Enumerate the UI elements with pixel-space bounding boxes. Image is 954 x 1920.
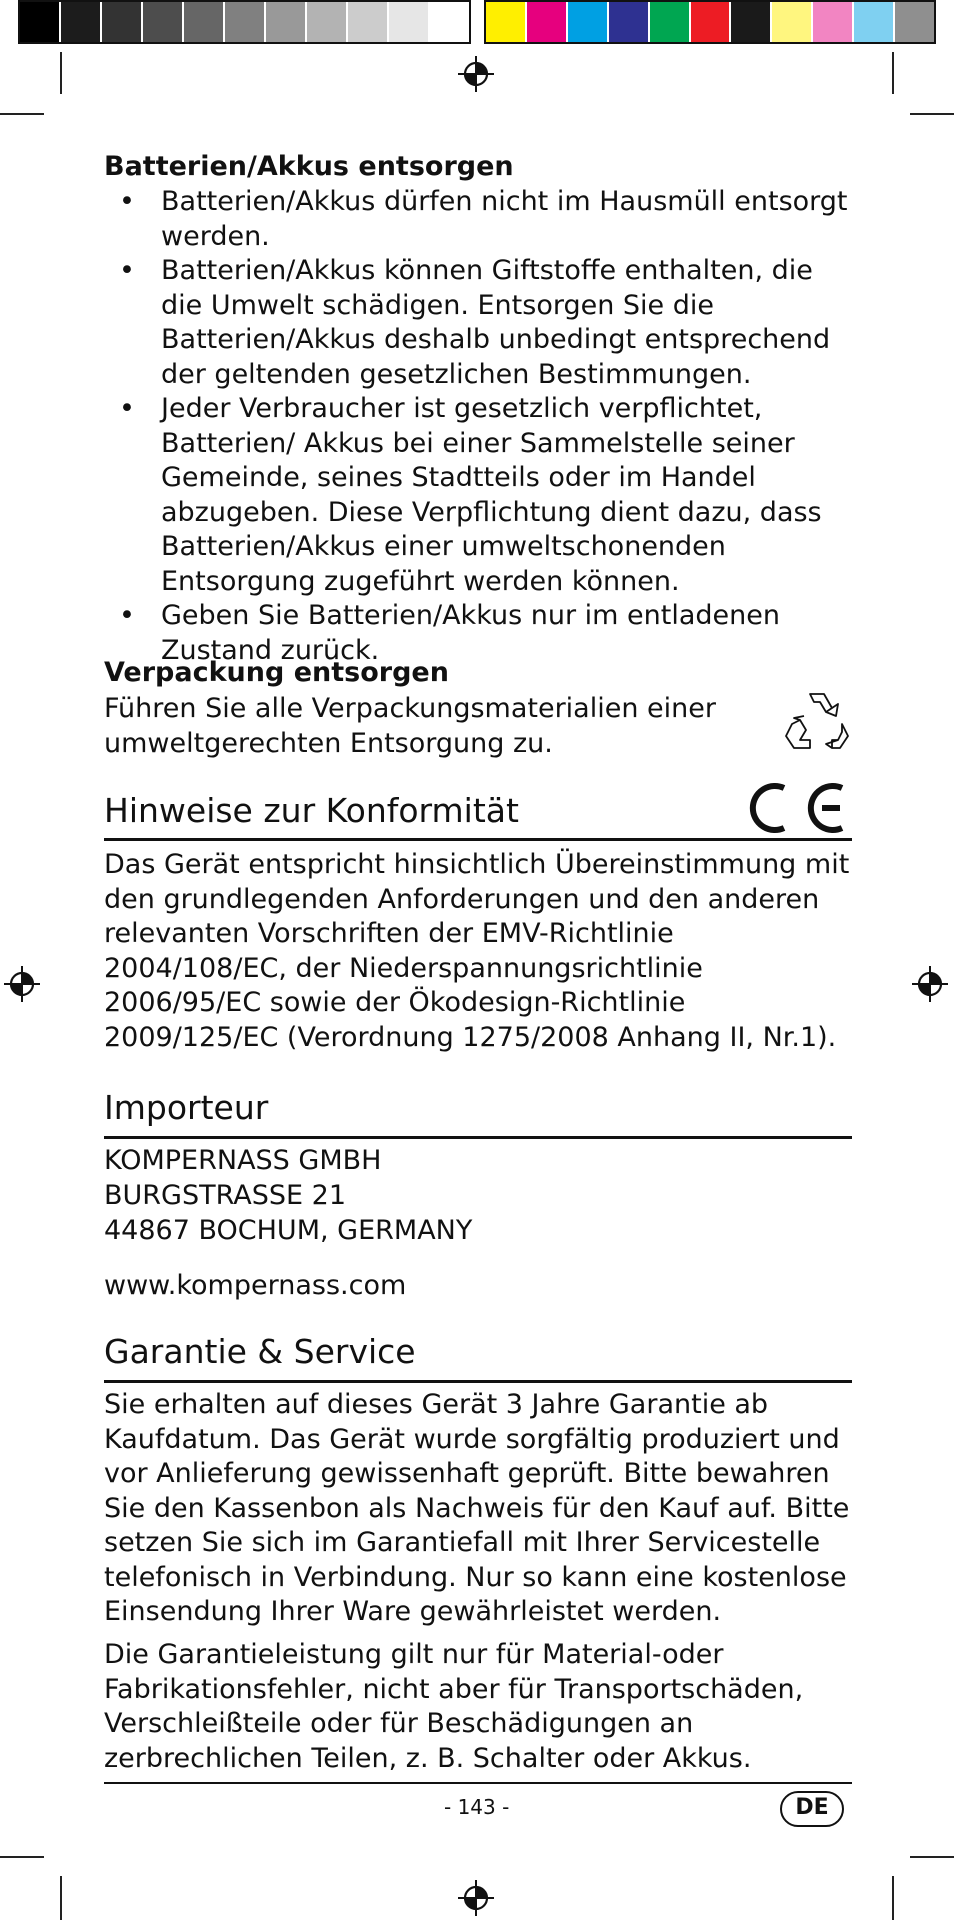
conformity-text: Das Gerät entspricht hinsichtlich Übereinstimmung mit den grundlegenden Anforderungen und den anderen relevanten Vorschriften der EMV-Richtlinie 2004/108/EC, der Niederspannungsrichtlinie 2006/95/EC sowie der Ökodesign-Richtlinie 2009/125/EC (Verordnung 1275/2008 Anhang II, Nr.1).	[104, 849, 850, 1053]
page-number: - 143 -	[444, 1795, 510, 1819]
color-swatch	[691, 2, 732, 42]
list-item: • Geben Sie Batterien/Akkus nur im entladenen Zustand zurück.	[119, 600, 780, 666]
registration-mark-icon	[4, 966, 40, 1002]
crop-mark	[60, 52, 62, 94]
color-swatch	[650, 2, 691, 42]
registration-mark-icon	[458, 56, 494, 92]
section-divider	[104, 1380, 852, 1383]
warranty-paragraph-2: Die Garantieleistung gilt nur für Material-oder Fabrikationsfehler, nicht aber für Transportschäden, Verschleißteile oder für Beschädigungen an zerbrechlichen Teilen, z. B. Schalter oder Akkus.	[104, 1639, 804, 1774]
section-divider	[104, 838, 852, 841]
crop-mark	[892, 1876, 894, 1920]
color-swatch	[307, 2, 348, 42]
color-swatch	[430, 2, 469, 42]
conformity-heading: Hinweise zur Konformität	[104, 791, 519, 830]
list-item: • Jeder Verbraucher ist gesetzlich verpflichtet, Batterien/ Akkus bei einer Sammelstelle seiner Gemeinde, seines Stadtteils oder im Handel abzugeben. Diese Verpflichtung dient dazu, dass Batterien/Akkus einer umweltschonenden Entsorgung zugeführt werden können.	[119, 393, 822, 597]
crop-mark	[910, 1856, 954, 1858]
footer-rule	[104, 1782, 852, 1784]
color-swatch	[568, 2, 609, 42]
registration-mark-icon	[912, 966, 948, 1002]
color-swatch	[20, 2, 61, 42]
importer-company: KOMPERNASS GMBH	[104, 1145, 382, 1176]
section-divider	[104, 1136, 852, 1139]
crop-mark	[892, 52, 894, 94]
warranty-heading: Garantie & Service	[104, 1332, 416, 1371]
importer-heading: Importeur	[104, 1088, 269, 1127]
importer-website: www.kompernass.com	[104, 1270, 407, 1301]
color-swatch	[486, 2, 527, 42]
crop-mark	[910, 113, 954, 115]
importer-street: BURGSTRASSE 21	[104, 1180, 347, 1211]
color-calibration-bar	[484, 0, 936, 44]
packaging-heading: Verpackung entsorgen	[104, 657, 449, 688]
importer-city: 44867 BOCHUM, GERMANY	[104, 1215, 473, 1246]
color-swatch	[61, 2, 102, 42]
warranty-paragraph-1: Sie erhalten auf dieses Gerät 3 Jahre Garantie ab Kaufdatum. Das Gerät wurde sorgfältig produziert und vor Anlieferung gewissenhaft geprüft. Bitte bewahren Sie den Kassenbon als Nachweis für den Kauf auf. Bitte setzen Sie sich im Garantiefall mit Ihrer Servicestelle telefonisch in Verbindung. Nur so kann eine kostenlose Einsendung Ihrer Ware gewährleistet werden.	[104, 1389, 850, 1627]
crop-mark	[60, 1876, 62, 1920]
color-swatch	[266, 2, 307, 42]
crop-mark	[0, 113, 44, 115]
packaging-text: Führen Sie alle Verpackungsmaterialien einer umweltgerechten Entsorgung zu.	[104, 693, 716, 759]
recycling-icon	[782, 690, 852, 752]
color-swatch	[895, 2, 934, 42]
color-swatch	[184, 2, 225, 42]
list-item: • Batterien/Akkus dürfen nicht im Hausmüll entsorgt werden.	[119, 186, 848, 252]
crop-mark	[0, 1856, 44, 1858]
batteries-heading: Batterien/Akkus entsorgen	[104, 151, 514, 182]
color-swatch	[143, 2, 184, 42]
registration-mark-icon	[458, 1880, 494, 1916]
color-swatch	[772, 2, 813, 42]
color-swatch	[102, 2, 143, 42]
color-swatch	[813, 2, 854, 42]
grayscale-calibration-bar	[18, 0, 471, 44]
color-swatch	[854, 2, 895, 42]
color-swatch	[731, 2, 772, 42]
ce-mark-icon	[742, 780, 854, 836]
color-swatch	[389, 2, 430, 42]
color-swatch	[225, 2, 266, 42]
language-badge: DE	[780, 1791, 844, 1827]
list-item: • Batterien/Akkus können Giftstoffe enthalten, die die Umwelt schädigen. Entsorgen Sie die Batterien/Akkus deshalb unbedingt entsprechend der geltenden gesetzlichen Bestimmungen.	[119, 255, 831, 390]
color-swatch	[527, 2, 568, 42]
color-swatch	[609, 2, 650, 42]
color-swatch	[348, 2, 389, 42]
batteries-list	[104, 185, 852, 668]
